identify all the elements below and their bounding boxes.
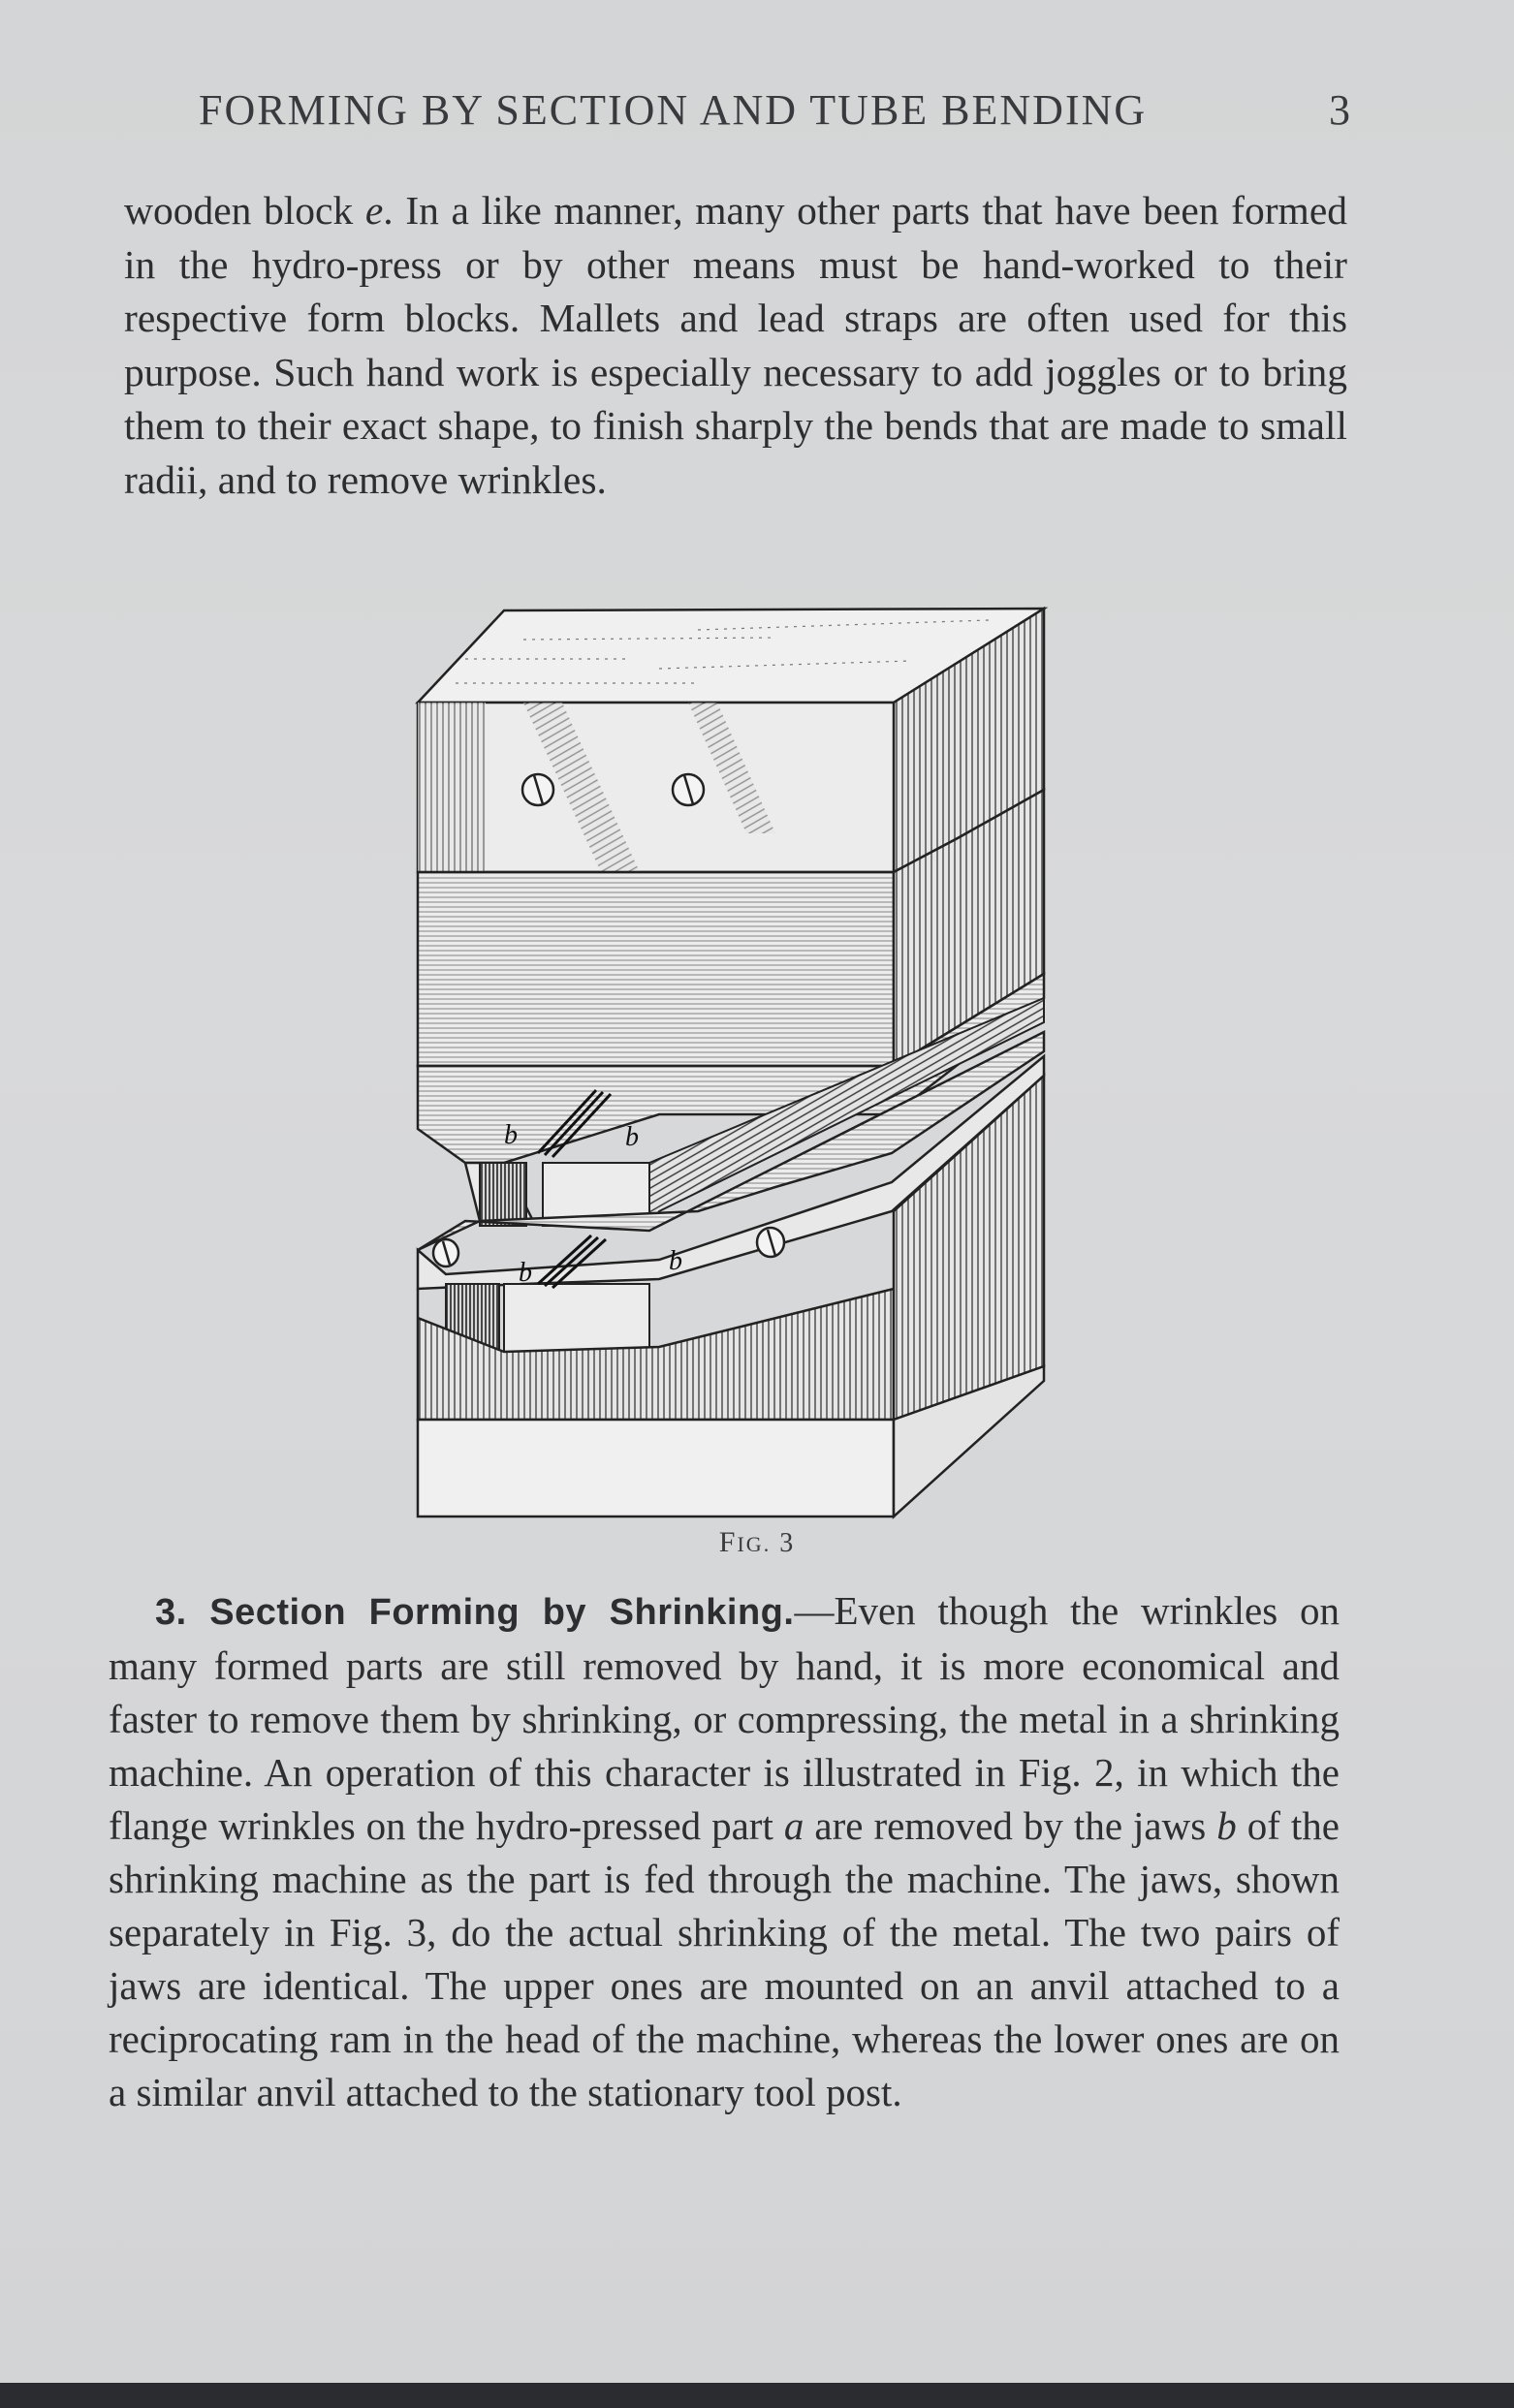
jaw-label: b <box>519 1258 532 1288</box>
paragraph-continued <box>124 184 1347 507</box>
paragraph-text: wooden block <box>124 188 365 233</box>
italic-letter: e <box>364 188 384 233</box>
block-front-face <box>418 703 894 872</box>
caption-rest: IG. <box>737 1532 772 1556</box>
page-bottom-edge <box>0 2383 1514 2408</box>
paragraph-text: —Even though the wrinkles on many formed parts are still removed by hand, it is more economical and faster to remove them by shrinking, or compressing, the metal in a shrinking machine. An operation of this character is illustrated in Fig. 2, in which the flange wrinkles on the hydro-pressed part <box>109 1588 1340 1848</box>
jaw-label: b <box>669 1246 682 1276</box>
section-3-paragraph <box>109 1584 1340 2119</box>
lower-block-front <box>418 1420 894 1517</box>
italic-letter: a <box>783 1803 804 1848</box>
paragraph-text: . In a like manner, many other parts that have been formed in the hydro-press or by other means must be hand-worked to their respective form blocks. Mallets and lead straps are often used for this purpose. Such hand work is especially necessary to add joggles or to bring them to their exact shape, to finish sharply the bends that are made to small radii, and to remove wrinkles. <box>124 188 1347 502</box>
figure-shrinking-jaws <box>407 591 1066 1521</box>
section-heading: 3. Section Forming by Shrinking. <box>155 1592 795 1633</box>
caption-initial: F <box>718 1526 738 1558</box>
jaws-illustration <box>407 591 1066 1521</box>
figure-caption <box>0 1526 1514 1559</box>
italic-letter: b <box>1216 1803 1237 1848</box>
running-title: FORMING BY SECTION AND TUBE BENDING <box>199 86 1148 134</box>
running-header <box>199 85 1352 140</box>
jaw-label: b <box>625 1122 639 1152</box>
paragraph-text: of the shrinking machine as the part is fed through the machine. The jaws, shown separately in Fig. 3, do the actual shrinking of the metal. The two pairs of jaws are identical. The upper ones are mounted on an anvil attached to a reciprocating ram in the head of the machine, whereas the lower ones are on a similar anvil attached to the stationary tool post. <box>109 1803 1340 2114</box>
page-number: 3 <box>1329 86 1352 134</box>
paragraph-text: are removed by the jaws <box>804 1803 1217 1848</box>
caption-number: 3 <box>779 1528 796 1558</box>
jaw-label: b <box>504 1120 518 1150</box>
